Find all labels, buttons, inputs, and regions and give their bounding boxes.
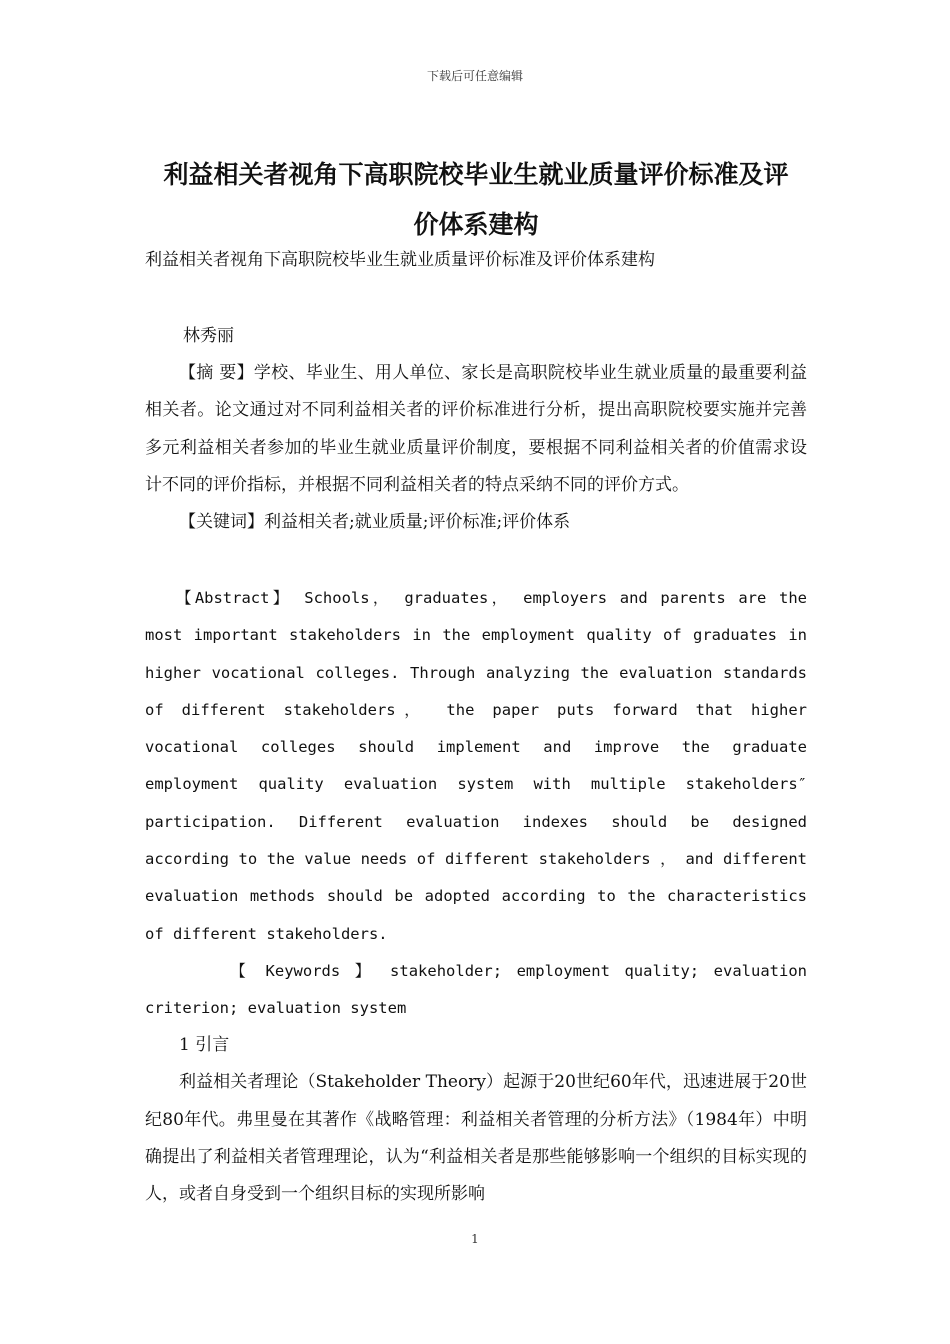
section-introduction (145, 1027, 807, 1213)
abstract-cn-paragraph: 【摘 要】学校、毕业生、用人单位、家长是高职院校毕业生就业质量的最重要利益相关者。论文通过对不同利益相关者的评价标准进行分析，提出高职院校要实施并完善多元利益相关者参加的毕业生就业质量评价制度，要根据不同利益相关者的价值需求设计不同的评价指标，并根据不同利益相关者的特点采纳不同的评价方式。 (145, 363, 807, 495)
english-abstract-section (145, 580, 807, 1028)
page-header-note: 下载后可任意编辑 (426, 69, 523, 83)
section-1-heading: 1 引言 (179, 1035, 230, 1055)
keywords-cn-paragraph: 【关键词】利益相关者;就业质量;评价标准;评价体系 (179, 512, 571, 533)
abstract-en-paragraph: 【Abstract】 Schools， graduates， employers and parents are the most important stakeholders in the employment quality of graduates in higher vocational colleges. Through analyzing the evaluation standards of different stakeholders， the paper puts forward that higher vocational colleges should implement and improve the graduate employment quality evaluation system with multiple stakeholders″ participation. Different evaluation indexes should be designed according to the value needs of different stakeholders ， and different evaluation methods should be adopted according to the characteristics of different stakeholders. (145, 589, 807, 943)
author-name: 林秀丽 (183, 326, 234, 346)
title-line-2: 价体系建构 (413, 210, 539, 239)
document-title (145, 150, 807, 250)
keywords-en-paragraph: 【 Keywords 】 stakeholder; employment quality; evaluation criterion; evaluation system (145, 961, 807, 1018)
title-line-1: 利益相关者视角下高职院校毕业生就业质量评价标准及评 (163, 160, 789, 189)
chinese-abstract-section (145, 355, 807, 541)
document-subtitle: 利益相关者视角下高职院校毕业生就业质量评价标准及评价体系建构 (145, 250, 655, 270)
page-number: 1 (471, 1232, 479, 1246)
section-1-paragraph: 利益相关者理论（Stakeholder Theory）起源于20世纪60年代，迅速进展于20世纪80年代。弗里曼在其著作《战略管理：利益相关者管理的分析方法》（1984年）中明确提出了利益相关者管理理论，认为“利益相关者是那些能够影响一个组织的目标实现的人，或者自身受到一个组织目标的实现所影响 (145, 1072, 807, 1205)
